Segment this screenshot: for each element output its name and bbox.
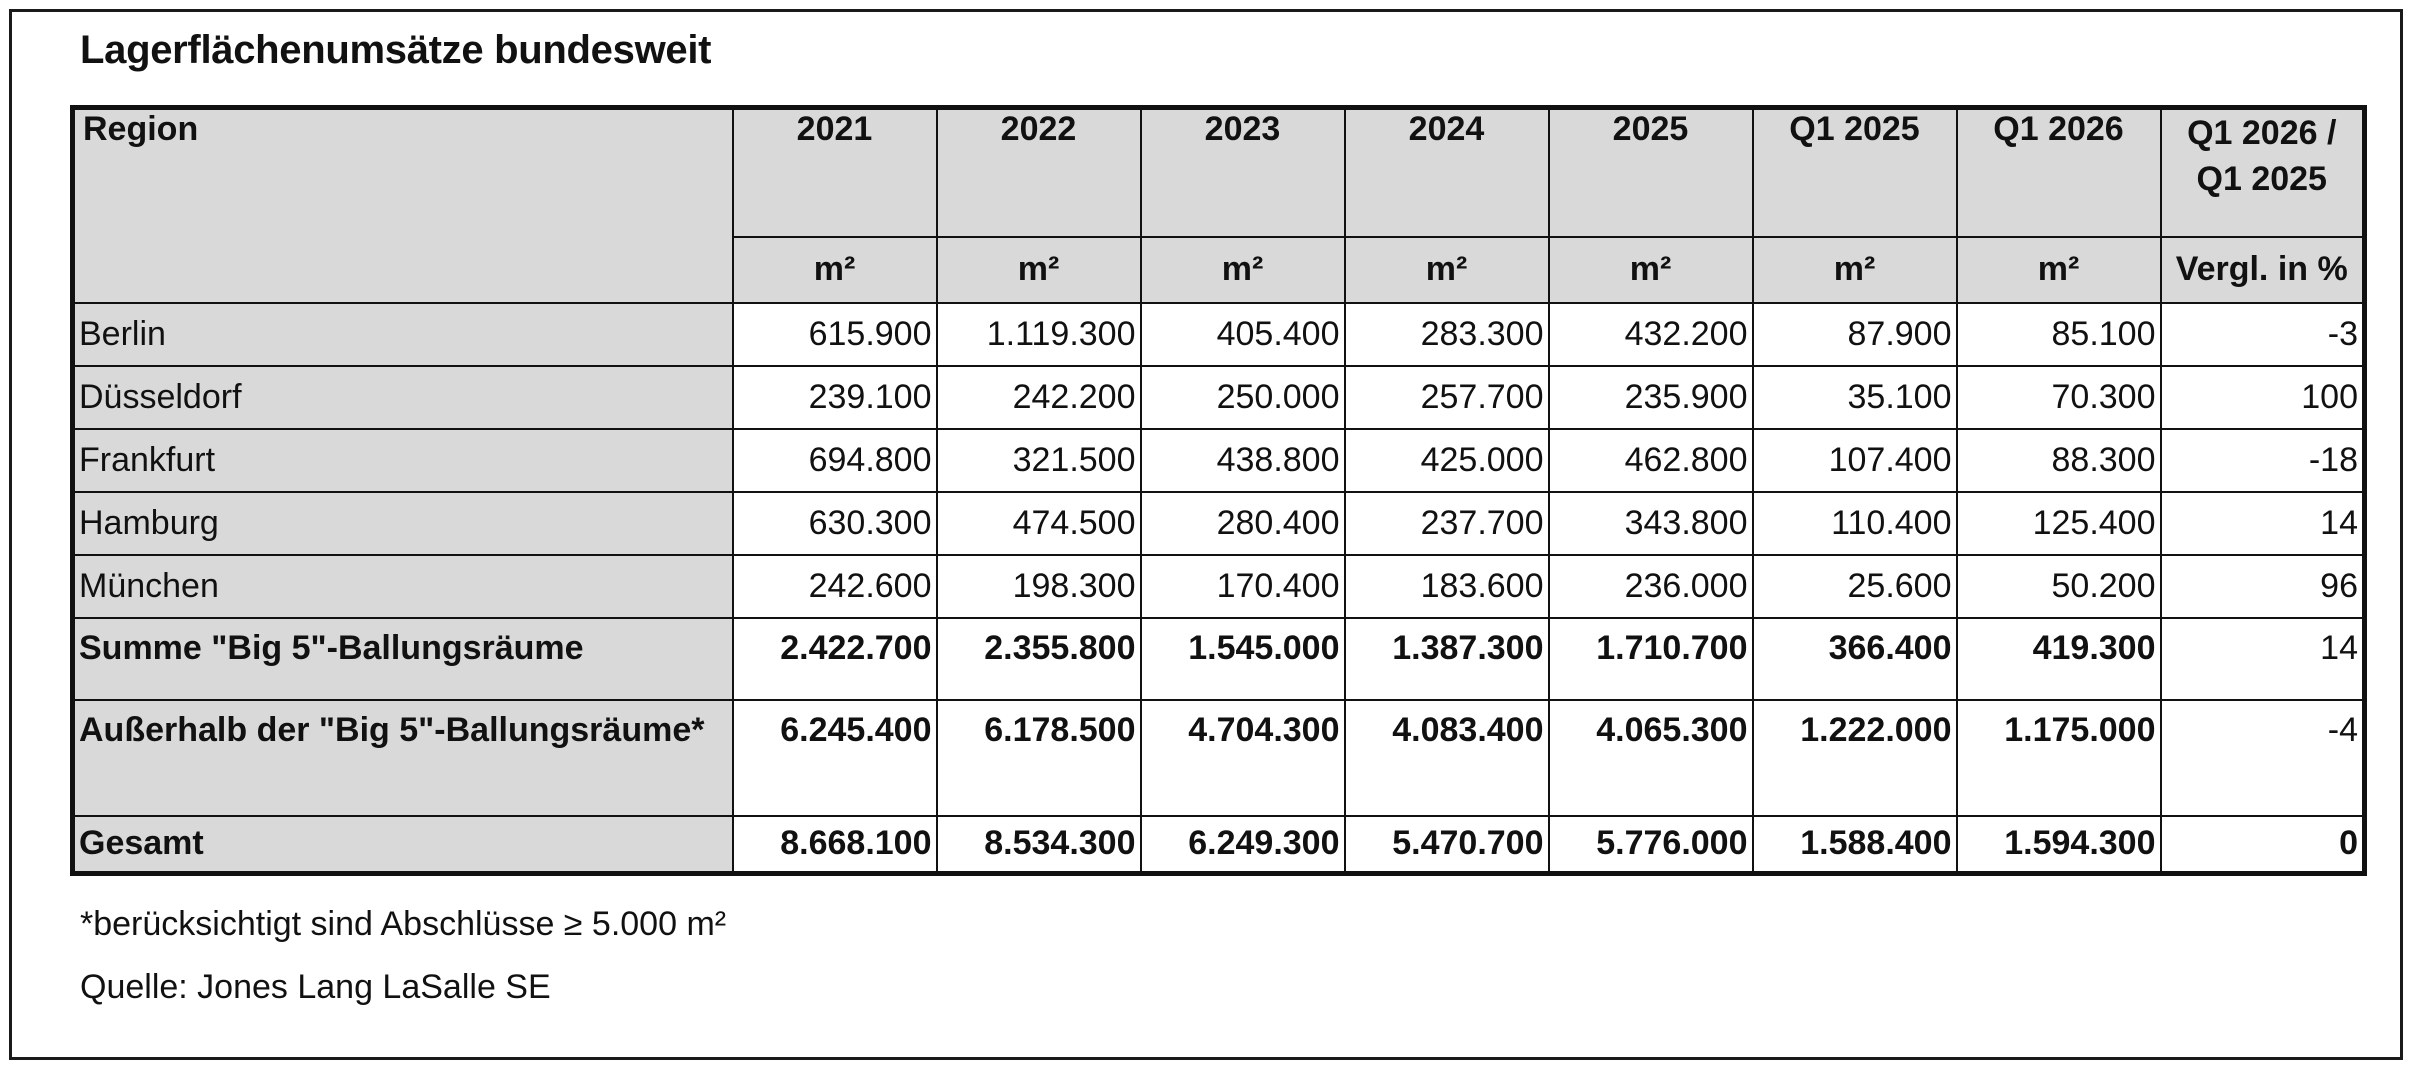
unit-cell: m² (1753, 237, 1957, 303)
value-cell: 242.600 (733, 555, 937, 618)
value-cell: 1.387.300 (1345, 618, 1549, 700)
region-cell: Außerhalb der "Big 5"-Ballungsräume* (73, 700, 733, 816)
value-cell: 321.500 (937, 429, 1141, 492)
total-row (73, 816, 2365, 874)
value-cell: 88.300 (1957, 429, 2161, 492)
value-cell: 25.600 (1753, 555, 1957, 618)
change-cell: -4 (2161, 700, 2365, 816)
value-cell: 462.800 (1549, 429, 1753, 492)
value-cell: 1.175.000 (1957, 700, 2161, 816)
value-cell: 366.400 (1753, 618, 1957, 700)
change-cell: 14 (2161, 492, 2365, 555)
value-cell: 257.700 (1345, 366, 1549, 429)
value-cell: 170.400 (1141, 555, 1345, 618)
sum-row (73, 618, 2365, 700)
change-cell: -18 (2161, 429, 2365, 492)
column-header-region: Region (73, 108, 733, 303)
outside-row (73, 700, 2365, 816)
value-cell: 8.668.100 (733, 816, 937, 874)
value-cell: 1.222.000 (1753, 700, 1957, 816)
data-table (70, 105, 2367, 876)
value-cell: 250.000 (1141, 366, 1345, 429)
table-row (73, 366, 2365, 429)
table-row (73, 429, 2365, 492)
region-cell: Düsseldorf (73, 366, 733, 429)
unit-cell: m² (733, 237, 937, 303)
value-cell: 1.545.000 (1141, 618, 1345, 700)
value-cell: 35.100 (1753, 366, 1957, 429)
change-cell: -3 (2161, 303, 2365, 366)
value-cell: 4.083.400 (1345, 700, 1549, 816)
value-cell: 236.000 (1549, 555, 1753, 618)
value-cell: 1.594.300 (1957, 816, 2161, 874)
value-cell: 4.704.300 (1141, 700, 1345, 816)
value-cell: 198.300 (937, 555, 1141, 618)
value-cell: 50.200 (1957, 555, 2161, 618)
page-title: Lagerflächenumsätze bundesweit (80, 28, 712, 72)
region-cell: Frankfurt (73, 429, 733, 492)
value-cell: 343.800 (1549, 492, 1753, 555)
unit-cell: m² (1345, 237, 1549, 303)
change-cell: 0 (2161, 816, 2365, 874)
value-cell: 419.300 (1957, 618, 2161, 700)
value-cell: 405.400 (1141, 303, 1345, 366)
value-cell: 107.400 (1753, 429, 1957, 492)
region-cell: Hamburg (73, 492, 733, 555)
column-header-2025: 2025 (1549, 108, 1753, 237)
value-cell: 4.065.300 (1549, 700, 1753, 816)
value-cell: 1.588.400 (1753, 816, 1957, 874)
value-cell: 8.534.300 (937, 816, 1141, 874)
value-cell: 1.710.700 (1549, 618, 1753, 700)
value-cell: 1.119.300 (937, 303, 1141, 366)
footnote: *berücksichtigt sind Abschlüsse ≥ 5.000 m² (80, 905, 727, 943)
value-cell: 5.470.700 (1345, 816, 1549, 874)
comparison-unit-cell: Vergl. in % (2161, 237, 2365, 303)
value-cell: 694.800 (733, 429, 937, 492)
region-cell: Summe "Big 5"-Ballungsräume (73, 618, 733, 700)
source-note: Quelle: Jones Lang LaSalle SE (80, 968, 551, 1006)
value-cell: 438.800 (1141, 429, 1345, 492)
value-cell: 5.776.000 (1549, 816, 1753, 874)
column-header-2023: 2023 (1141, 108, 1345, 237)
value-cell: 70.300 (1957, 366, 2161, 429)
value-cell: 474.500 (937, 492, 1141, 555)
column-header-q1-2026: Q1 2026 (1957, 108, 2161, 237)
change-cell: 14 (2161, 618, 2365, 700)
value-cell: 125.400 (1957, 492, 2161, 555)
region-cell: Gesamt (73, 816, 733, 874)
column-header-comparison: Q1 2026 / Q1 2025 (2161, 108, 2365, 237)
value-cell: 2.355.800 (937, 618, 1141, 700)
value-cell: 6.178.500 (937, 700, 1141, 816)
column-header-2024: 2024 (1345, 108, 1549, 237)
value-cell: 2.422.700 (733, 618, 937, 700)
unit-cell: m² (937, 237, 1141, 303)
region-cell: Berlin (73, 303, 733, 366)
change-cell: 96 (2161, 555, 2365, 618)
region-cell: München (73, 555, 733, 618)
value-cell: 239.100 (733, 366, 937, 429)
table-row (73, 492, 2365, 555)
header-row (73, 108, 2365, 237)
table-row (73, 303, 2365, 366)
unit-cell: m² (1957, 237, 2161, 303)
unit-cell: m² (1141, 237, 1345, 303)
column-header-2021: 2021 (733, 108, 937, 237)
value-cell: 237.700 (1345, 492, 1549, 555)
value-cell: 432.200 (1549, 303, 1753, 366)
value-cell: 283.300 (1345, 303, 1549, 366)
value-cell: 235.900 (1549, 366, 1753, 429)
value-cell: 242.200 (937, 366, 1141, 429)
value-cell: 615.900 (733, 303, 937, 366)
column-header-2022: 2022 (937, 108, 1141, 237)
change-cell: 100 (2161, 366, 2365, 429)
value-cell: 85.100 (1957, 303, 2161, 366)
value-cell: 6.245.400 (733, 700, 937, 816)
value-cell: 280.400 (1141, 492, 1345, 555)
value-cell: 87.900 (1753, 303, 1957, 366)
value-cell: 183.600 (1345, 555, 1549, 618)
value-cell: 425.000 (1345, 429, 1549, 492)
value-cell: 110.400 (1753, 492, 1957, 555)
value-cell: 6.249.300 (1141, 816, 1345, 874)
value-cell: 630.300 (733, 492, 937, 555)
unit-cell: m² (1549, 237, 1753, 303)
column-header-q1-2025: Q1 2025 (1753, 108, 1957, 237)
table-row (73, 555, 2365, 618)
